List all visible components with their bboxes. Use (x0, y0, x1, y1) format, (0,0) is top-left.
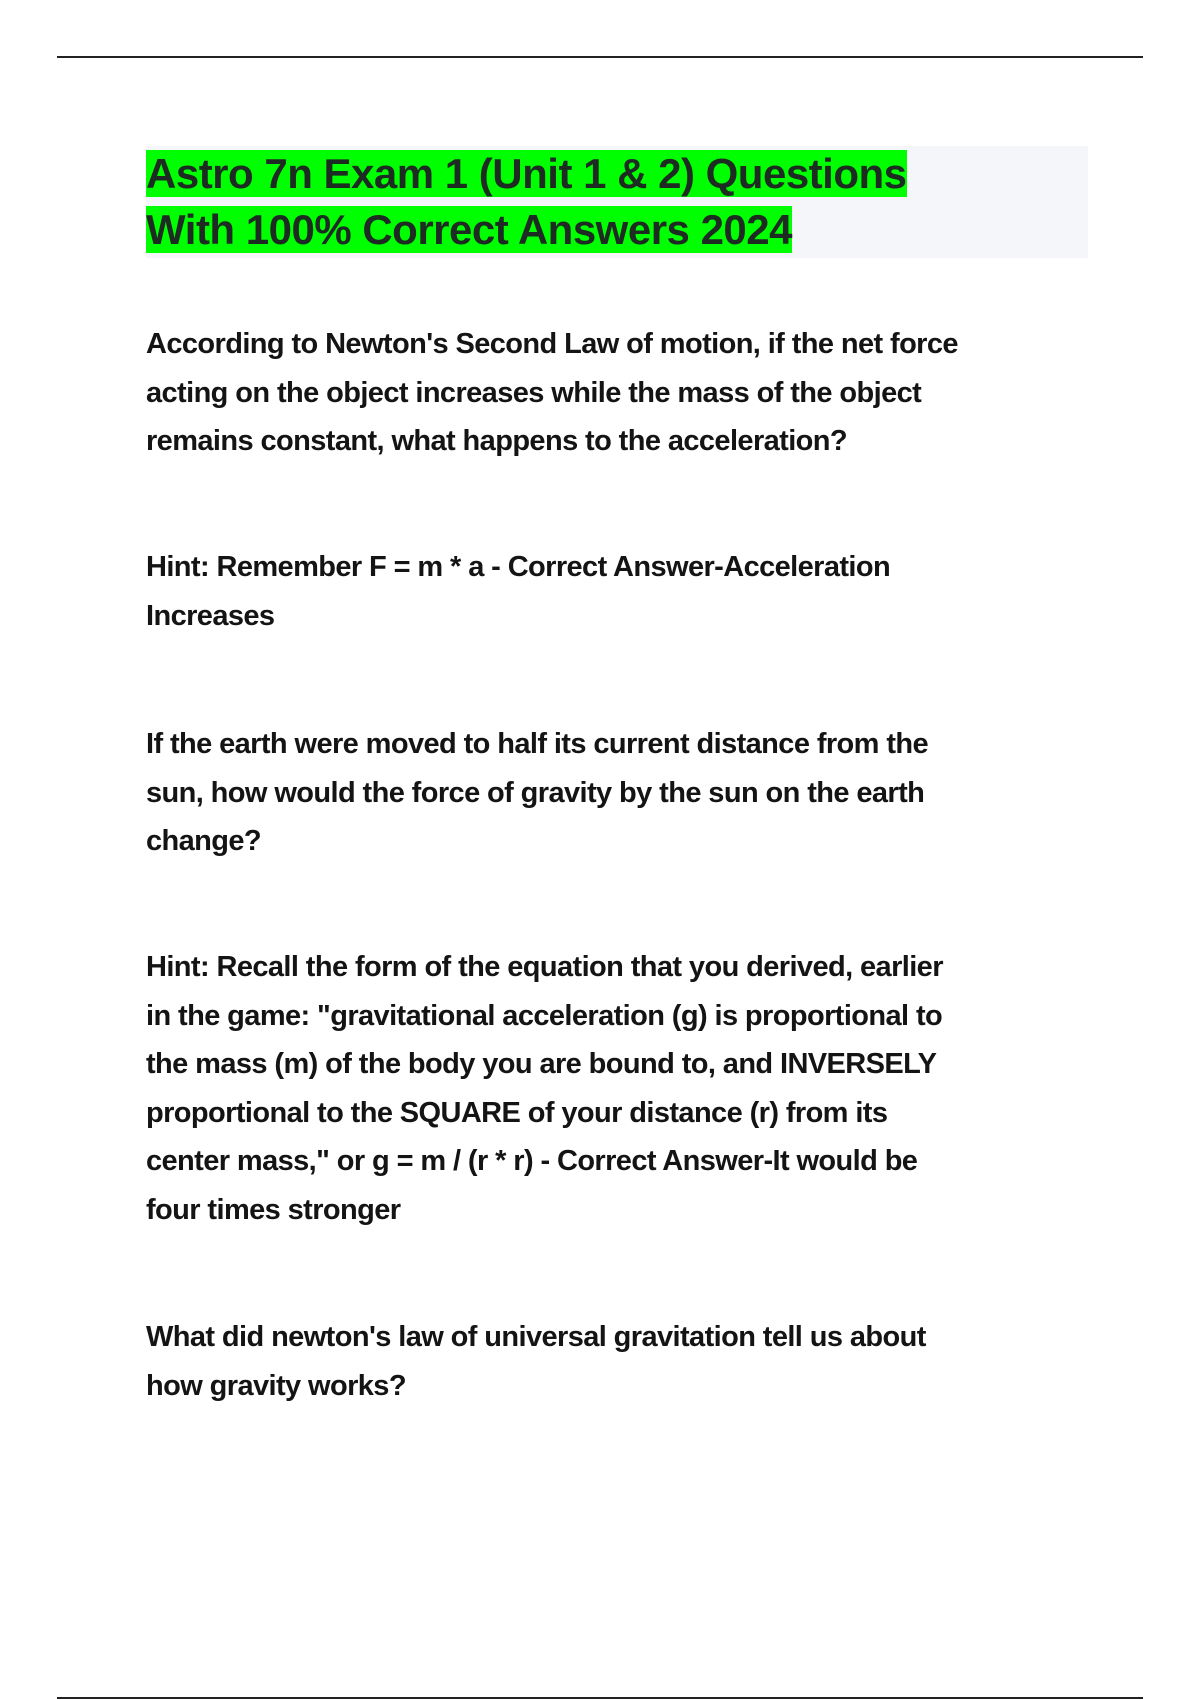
text-line: What did newton's law of universal gravitation tell us about (146, 1321, 926, 1353)
text-line: change? (146, 825, 262, 857)
answer-2 (146, 943, 943, 1234)
text-line: acting on the object increases while the mass of the object (146, 376, 922, 409)
text-line: sun, how would the force of gravity by the sun on the earth (146, 776, 925, 809)
title-line: Astro 7n Exam 1 (Unit 1 & 2) Questions (146, 150, 907, 197)
text-line: center mass," or g = m / (r * r) - Correct Answer-It would be (146, 1145, 918, 1177)
text-line: four times stronger (146, 1193, 401, 1226)
question-2 (146, 720, 928, 866)
text-line: the mass (m) of the body you are bound to, and INVERSELY (146, 1048, 937, 1080)
question-1 (146, 320, 958, 466)
question-3 (146, 1313, 926, 1410)
text-line: If the earth were moved to half its current distance from the (146, 728, 929, 760)
text-line: remains constant, what happens to the acceleration? (146, 425, 848, 457)
text-line: According to Newton's Second Law of motion, if the net force (146, 328, 958, 360)
document-title (146, 146, 907, 258)
answer-1 (146, 543, 890, 640)
text-line: Hint: Remember F = m * a - Correct Answer-Acceleration (146, 551, 891, 583)
bottom-rule (57, 1697, 1143, 1699)
text-line: proportional to the SQUARE of your distance (r) from its (146, 1096, 888, 1129)
text-line: Hint: Recall the form of the equation that you derived, earlier (146, 951, 943, 983)
text-line: how gravity works? (146, 1369, 406, 1402)
text-line: in the game: "gravitational acceleration (g) is proportional to (146, 999, 943, 1032)
text-line: Increases (146, 599, 275, 632)
top-rule (57, 56, 1143, 58)
title-line: With 100% Correct Answers 2024 (146, 206, 793, 253)
